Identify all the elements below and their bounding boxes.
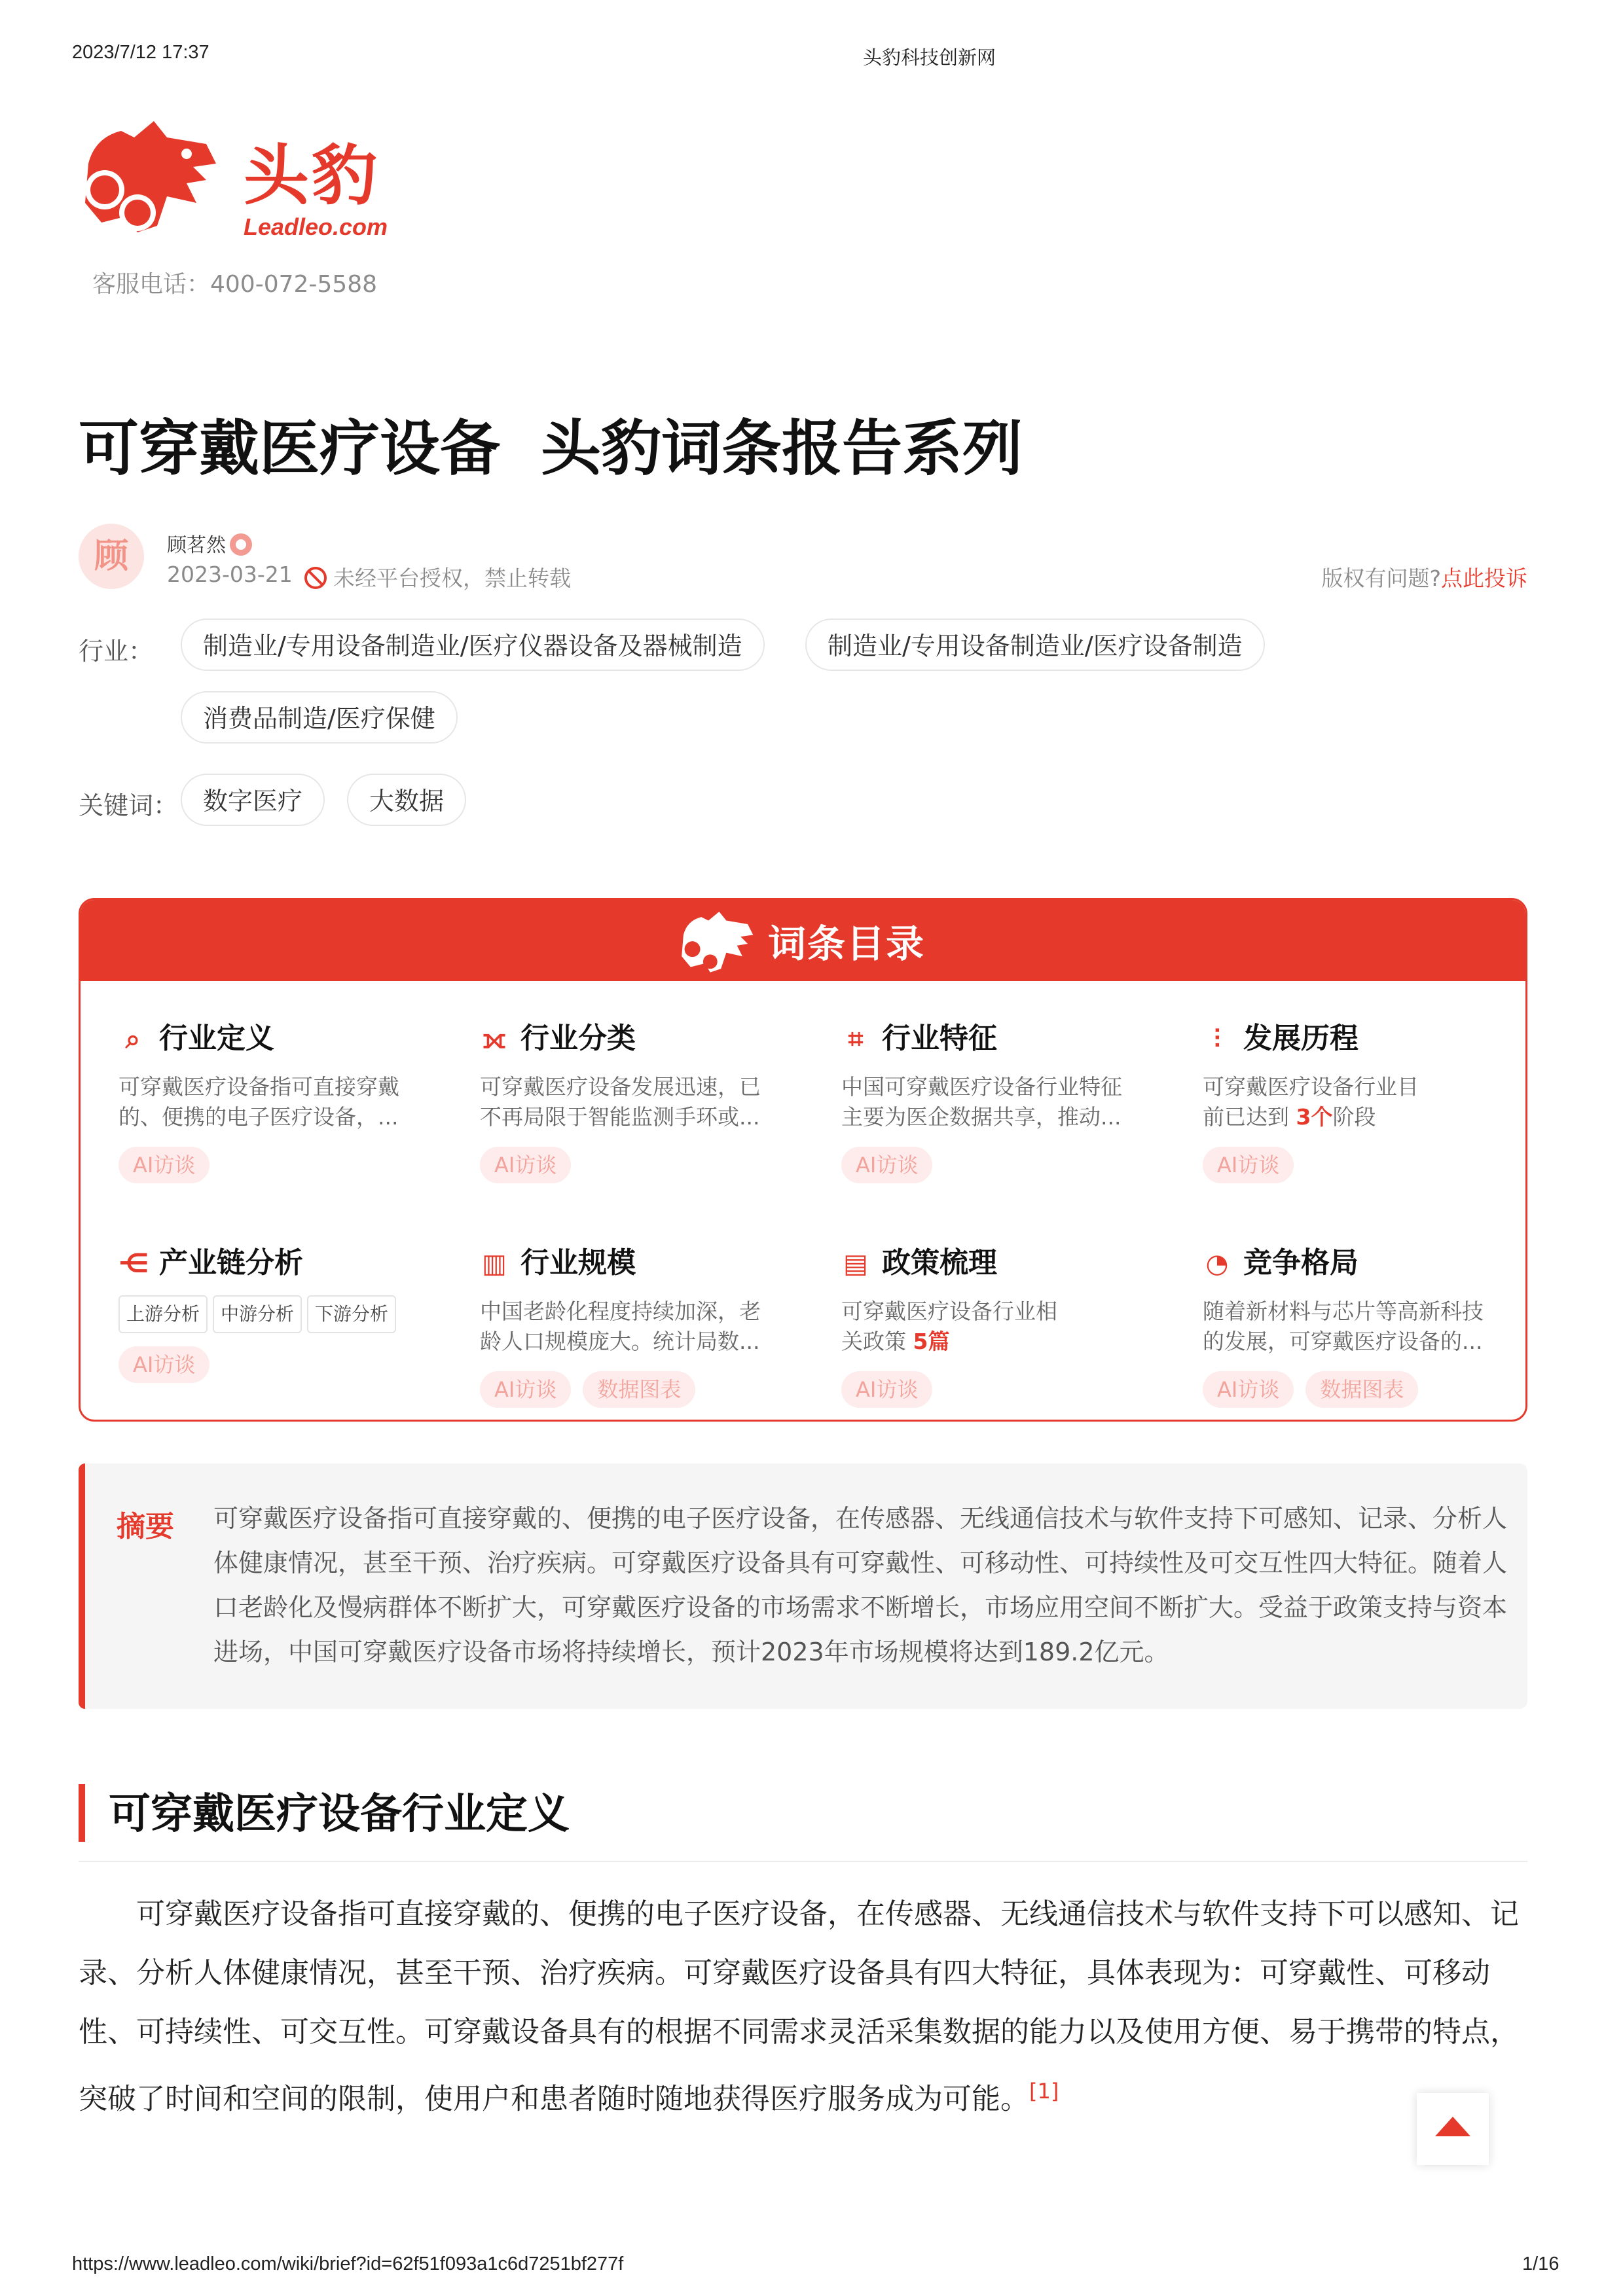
summary-label: 摘要 [117,1510,174,1543]
copyright-question: 版权有问题? [1321,565,1441,591]
pie-chart-icon: ◔ [1205,1249,1229,1279]
policy-doc-icon: ▤ [843,1249,868,1279]
ai-interview-pill[interactable]: AI访谈 [480,1371,571,1408]
title-series: 头豹词条报告系列 [541,414,1023,484]
ai-interview-pill[interactable]: AI访谈 [1203,1371,1294,1408]
author-name-row [167,529,252,558]
toc-item-title: 行业特征 [882,1022,997,1055]
toc-item-desc: 中国老龄化程度持续加深，老龄人口规模庞大。统计局数... [480,1299,761,1354]
desc-text: 阶段 [1332,1104,1376,1130]
hierarchy-icon: ⟗ [483,1024,506,1054]
toc-card [79,898,1527,1422]
toc-item-title: 政策梳理 [882,1246,997,1280]
back-to-top-button[interactable] [1417,2093,1489,2165]
ai-interview-pill[interactable]: AI访谈 [119,1346,210,1383]
industry-label: 行业： [79,637,154,666]
keyword-tag[interactable]: 大数据 [347,774,466,826]
search-doc-icon: ⌕ [125,1024,141,1054]
toc-header [81,900,1525,981]
toc-item-desc: 可穿戴医疗设备指可直接穿戴的、便携的电子医疗设备，... [119,1074,399,1130]
stage-count: 3个 [1296,1104,1333,1130]
toc-item-history[interactable] [1203,1014,1510,1183]
bar-chart-icon: ▥ [482,1249,507,1279]
timeline-icon: ⫶ [1214,1024,1220,1054]
toc-item-definition[interactable] [119,1014,426,1183]
complaint-link[interactable]: 点此投诉 [1441,565,1527,591]
author-name[interactable]: 顾茗然 [167,534,226,557]
section-body [79,1885,1527,2129]
leopard-logo-icon [676,908,755,980]
ai-interview-pill[interactable]: AI访谈 [841,1147,932,1183]
desc-text: 可穿戴医疗设备行业相关政策 [841,1299,1057,1354]
desc-text: 可穿戴医疗设备行业目前已达到 [1203,1074,1419,1130]
leopard-logo-icon[interactable] [75,118,219,242]
toc-title: 词条目录 [768,922,926,966]
toc-item-market-size[interactable] [480,1239,788,1408]
ban-icon [304,567,327,589]
summary-accent-bar [79,1463,85,1709]
customer-service-phone: 客服电话：400-072-5588 [92,271,378,298]
toc-item-industry-chain[interactable] [119,1239,426,1383]
data-chart-pill[interactable]: 数据图表 [1305,1371,1418,1408]
section-title: 可穿戴医疗设备行业定义 [109,1790,570,1839]
ai-interview-pill[interactable]: AI访谈 [119,1147,210,1183]
page-number: 1/16 [1522,2253,1559,2274]
notice-text: 未经平台授权，禁止转载 [333,565,571,591]
toc-item-features[interactable] [841,1014,1149,1183]
toc-item-classification[interactable] [480,1014,788,1183]
toc-item-desc: 随着新材料与芯片等高新科技的发展，可穿戴医疗设备的... [1203,1299,1484,1354]
toc-item-desc [1203,1072,1425,1132]
toc-item-competition[interactable] [1203,1239,1510,1408]
logo-brand-en[interactable]: Leadleo.com [244,213,388,240]
section-accent-bar [79,1784,85,1842]
chip-icon: ⌗ [848,1024,864,1054]
ai-interview-pill[interactable]: AI访谈 [841,1371,932,1408]
data-chart-pill[interactable]: 数据图表 [583,1371,695,1408]
industry-tag[interactable]: 制造业/专用设备制造业/医疗设备制造 [805,619,1265,671]
section-body-text: 可穿戴医疗设备指可直接穿戴的、便携的电子医疗设备，在传感器、无线通信技术与软件支持下可以感知、记录、分析人体健康情况，甚至干预、治疗疾病。可穿戴医疗设备具有四大特征，具体表现为：可穿戴性、可移动性、可持续性、可交互性。可穿戴设备具有的根据不同需求灵活采集数据的能力以及使用方便、易于携带的特点，突破了时间和空间的限制，使用户和患者随时随地获得医疗服务成为可能。 [79,1897,1519,2116]
toc-item-desc [841,1297,1064,1357]
toc-item-desc: 中国可穿戴医疗设备行业特征主要为医企数据共享，推动... [841,1074,1122,1130]
keyword-tag[interactable]: 数字医疗 [181,774,325,826]
summary-box [79,1463,1527,1709]
toc-item-title: 发展历程 [1243,1022,1359,1055]
print-datetime: 2023/7/12 17:37 [72,42,210,63]
page-title [79,401,1023,487]
keywords-label: 关键词： [79,791,179,820]
ai-interview-pill[interactable]: AI访谈 [480,1147,571,1183]
verified-badge-icon [230,533,252,556]
section-divider [79,1861,1527,1862]
toc-item-desc: 可穿戴医疗设备发展迅速，已不再局限于智能监测手环或... [480,1074,761,1130]
policy-count: 5篇 [913,1329,950,1354]
summary-text: 可穿戴医疗设备指可直接穿戴的、便携的电子医疗设备，在传感器、无线通信技术与软件支持下可感知、记录、分析人体健康情况，甚至干预、治疗疾病。可穿戴医疗设备具有可穿戴性、可移动性、可持续性及可交互性四大特征。随着人口老龄化及慢病群体不断扩大，可穿戴医疗设备的市场需求不断增长，市场应用空间不断扩大。受益于政策支持与资本进场，中国可穿戴医疗设备市场将持续增长，预计2023年市场规模将达到189.2亿元。 [213,1504,1508,1666]
midstream-analysis-chip[interactable]: 中游分析 [213,1295,302,1333]
industry-tag[interactable]: 制造业/专用设备制造业/医疗仪器设备及器械制造 [181,619,765,671]
ai-interview-pill[interactable]: AI访谈 [1203,1147,1294,1183]
publish-date: 2023-03-21 [167,562,293,587]
toc-item-title: 行业定义 [159,1022,274,1055]
copyright-notice [304,562,571,592]
toc-item-title: 产业链分析 [159,1246,303,1280]
toc-item-title: 行业规模 [520,1246,636,1280]
avatar[interactable]: 顾 [79,524,144,589]
toc-item-policy[interactable] [841,1239,1149,1408]
industry-tag[interactable]: 消费品制造/医疗保健 [181,691,458,744]
downstream-analysis-chip[interactable]: 下游分析 [307,1295,396,1333]
toc-item-title: 行业分类 [520,1022,636,1055]
title-main: 可穿戴医疗设备 [79,414,501,484]
logo-brand-cn: 头豹 [244,137,380,214]
upstream-analysis-chip[interactable]: 上游分析 [119,1295,208,1333]
page-url: https://www.leadleo.com/wiki/brief?id=62f51f093a1c6d7251bf277f [72,2253,624,2274]
toc-item-title: 竞争格局 [1243,1246,1359,1280]
reference-link[interactable]: [1] [1029,2079,1059,2104]
copyright-complaint [1321,562,1527,592]
site-title: 头豹科技创新网 [863,48,996,69]
chain-icon: ⋲ [119,1249,149,1279]
